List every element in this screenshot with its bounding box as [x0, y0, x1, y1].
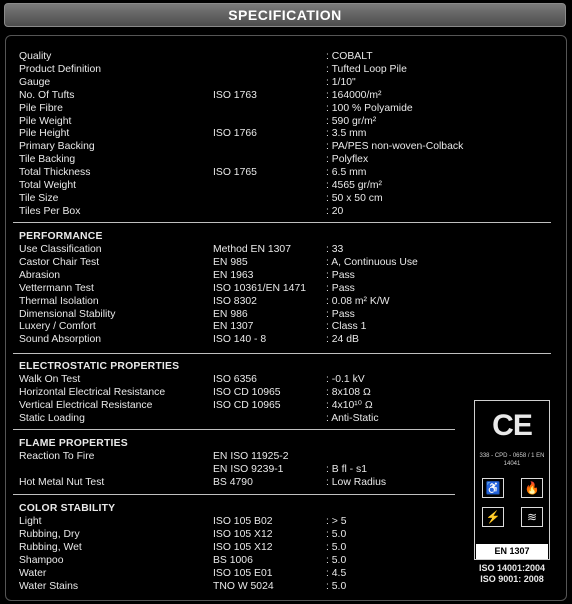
spec-standard: TNO W 5024 [213, 580, 274, 592]
spec-label: Water [19, 567, 47, 579]
spec-value: : 5.0 [326, 541, 347, 553]
spec-value: : 4565 gr/m² [326, 180, 383, 191]
section-divider [13, 222, 551, 223]
spec-label: Luxery / Comfort [19, 321, 96, 333]
static-icon: ⚡ [482, 507, 504, 527]
spec-value: : Pass [326, 308, 355, 320]
ce-code: 338 - CPD - 0658 / 1 EN 14041 [479, 453, 545, 467]
spec-header [4, 3, 566, 27]
section-title: ELECTROSTATIC PROPERTIES [19, 361, 180, 372]
spec-label: Tile Backing [19, 154, 76, 166]
spec-label: Vertical Electrical Resistance [19, 399, 153, 411]
spec-label: Product Definition [19, 63, 102, 75]
spec-value: : 6.5 mm [326, 167, 367, 179]
spec-label: Castor Chair Test [19, 256, 100, 268]
spec-standard: BS 1006 [213, 554, 253, 566]
spec-label: Abrasion [19, 269, 61, 281]
spec-label: Tile Size [19, 192, 59, 204]
spec-label: Total Thickness [19, 167, 91, 179]
spec-value: : 33 [326, 244, 344, 255]
spec-value: : 8x108 Ω [326, 386, 371, 398]
spec-label: Hot Metal Nut Test [19, 476, 105, 488]
spec-value: : 50 x 50 cm [326, 192, 383, 204]
spec-value: : COBALT [326, 51, 373, 62]
spec-standard: EN 1963 [213, 269, 254, 281]
spec-label: Dimensional Stability [19, 308, 116, 320]
spec-value: : Tufted Loop Pile [326, 63, 407, 75]
spec-value: : -0.1 kV [326, 374, 365, 385]
spec-standard: ISO 1765 [213, 167, 257, 179]
spec-title: SPECIFICATION [228, 7, 342, 23]
section-title: COLOR STABILITY [19, 503, 116, 514]
spec-label: Reaction To Fire [19, 451, 95, 462]
spec-label: No. Of Tufts [19, 89, 75, 101]
spec-value: : Pass [326, 282, 355, 294]
spec-label: Gauge [19, 76, 51, 88]
spec-label: Tiles Per Box [19, 205, 81, 217]
spec-value: : Anti-Static [326, 412, 379, 424]
spec-value: : 20 [326, 205, 344, 217]
spec-standard: EN ISO 11925-2 [213, 451, 289, 462]
spec-label: Pile Fibre [19, 102, 63, 114]
spec-standard: ISO 105 X12 [213, 541, 273, 553]
spec-label: Total Weight [19, 180, 76, 191]
spec-value: : 100 % Polyamide [326, 102, 413, 114]
spec-value: : 3.5 mm [326, 128, 367, 140]
fire-icon: 🔥 [521, 478, 543, 498]
spec-value: : 1/10" [326, 76, 356, 88]
spec-standard: Method EN 1307 [213, 244, 291, 255]
section-divider [13, 494, 455, 495]
spec-label: Pile Height [19, 128, 70, 140]
ce-mark: CE [492, 409, 532, 442]
spec-label: Water Stains [19, 580, 79, 592]
heat-icon: ≋ [521, 507, 543, 527]
spec-label: Thermal Isolation [19, 295, 99, 307]
spec-label: Static Loading [19, 412, 85, 424]
iso-14001: ISO 14001:2004 [478, 563, 546, 573]
spec-standard: ISO 1763 [213, 89, 257, 101]
spec-value: : 24 dB [326, 334, 359, 346]
spec-label: Walk On Test [19, 374, 81, 385]
section-divider [13, 353, 551, 354]
spec-label: Light [19, 516, 42, 527]
spec-value: : > 5 [326, 516, 347, 527]
spec-value: : 5.0 [326, 528, 347, 540]
spec-value: : Polyflex [326, 154, 369, 166]
chair-icon: ♿ [482, 478, 504, 498]
spec-standard: ISO 1766 [213, 128, 257, 140]
spec-label: Pile Weight [19, 115, 72, 127]
spec-label: Vettermann Test [19, 282, 94, 294]
spec-label: Use Classification [19, 244, 102, 255]
section-title: FLAME PROPERTIES [19, 438, 128, 449]
spec-standard: ISO 8302 [213, 295, 257, 307]
spec-standard: ISO 105 X12 [213, 528, 273, 540]
spec-value: : B fl - s1 [326, 463, 367, 475]
section-divider [13, 429, 455, 430]
spec-label: Rubbing, Wet [19, 541, 82, 553]
spec-value: : 4.5 [326, 567, 347, 579]
spec-standard: ISO CD 10965 [213, 386, 281, 398]
spec-label: Primary Backing [19, 141, 95, 153]
spec-value: : Low Radius [326, 476, 387, 488]
spec-standard: ISO CD 10965 [213, 399, 281, 411]
spec-value: : PA/PES non-woven-Colback [326, 141, 464, 153]
spec-standard: ISO 6356 [213, 374, 257, 385]
spec-standard: ISO 105 E01 [213, 567, 273, 579]
spec-value: : 590 gr/m² [326, 115, 377, 127]
spec-value: : 5.0 [326, 580, 347, 592]
iso-9001: ISO 9001: 2008 [480, 574, 544, 584]
spec-standard: ISO 105 B02 [213, 516, 273, 527]
spec-value: : 5.0 [326, 554, 347, 566]
spec-value: : Pass [326, 269, 355, 281]
spec-standard: ISO 10361/EN 1471 [213, 282, 307, 294]
spec-value: : A, Continuous Use [326, 256, 418, 268]
spec-value: : Class 1 [326, 321, 367, 333]
spec-label: Sound Absorption [19, 334, 102, 346]
spec-label: Quality [19, 51, 52, 62]
spec-standard: EN 1307 [213, 321, 254, 333]
certification-box [474, 400, 550, 560]
spec-value: : 0.08 m² K/W [326, 295, 390, 307]
spec-standard: ISO 140 - 8 [213, 334, 267, 346]
spec-label: Rubbing, Dry [19, 528, 80, 540]
spec-standard: EN ISO 9239-1 [213, 463, 284, 475]
spec-value: : 164000/m² [326, 89, 382, 101]
spec-label: Horizontal Electrical Resistance [19, 386, 166, 398]
spec-label: Shampoo [19, 554, 64, 566]
section-title: PERFORMANCE [19, 231, 103, 242]
en-standard: EN 1307 [476, 544, 548, 559]
spec-standard: EN 985 [213, 256, 248, 268]
spec-value: : 4x10¹⁰ Ω [326, 399, 373, 411]
spec-standard: EN 986 [213, 308, 248, 320]
spec-standard: BS 4790 [213, 476, 253, 488]
